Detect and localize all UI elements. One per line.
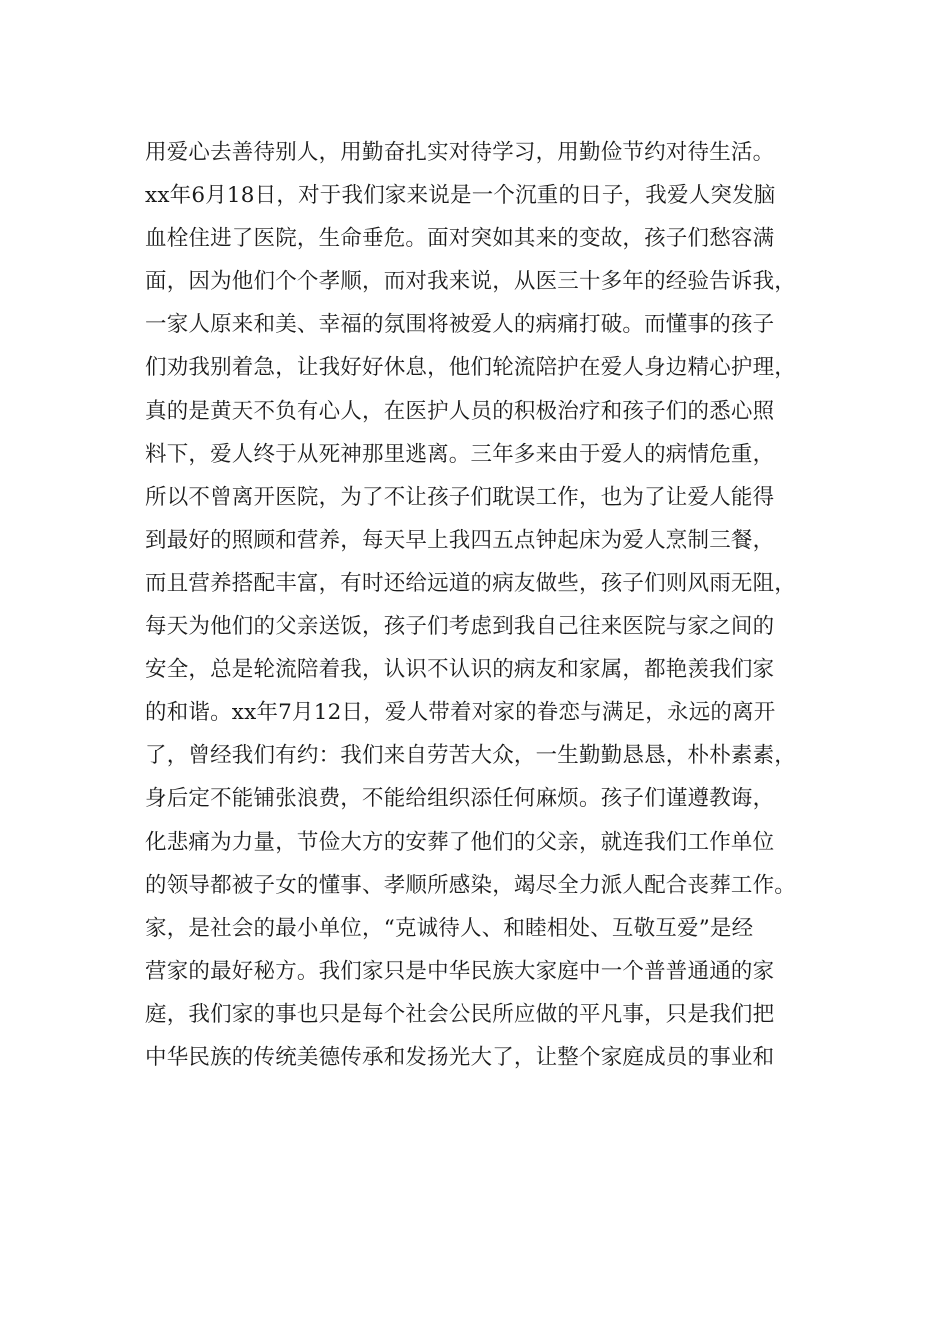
- text-line-1: 用爱心去善待别人，用勤奋扎实对待学习，用勤俭节约对待生活。: [145, 140, 775, 165]
- text-line-3: 血栓住进了医院，生命垂危。面对突如其来的变故，孩子们愁容满: [145, 226, 775, 252]
- text-line-5: 一家人原来和美、幸福的氛围将被爱人的病痛打破。而懂事的孩子: [145, 312, 775, 338]
- text-line-7: 真的是黄天不负有心人，在医护人员的积极治疗和孩子们的悉心照: [145, 398, 775, 424]
- text-line-9: 所以不曾离开医院，为了不让孩子们耽误工作，也为了让爱人能得: [145, 484, 775, 510]
- text-line-21: 庭，我们家的事也只是每个社会公民所应做的平凡事，只是我们把: [145, 1001, 775, 1027]
- text-line-22: 中华民族的传统美德传承和发扬光大了，让整个家庭成员的事业和: [145, 1044, 775, 1070]
- text-line-10: 到最好的照顾和营养，每天早上我四五点钟起床为爱人烹制三餐，: [145, 527, 775, 553]
- text-line-12: 每天为他们的父亲送饭，孩子们考虑到我自己往来医院与家之间的: [145, 614, 775, 640]
- text-line-2: xx年6月18日，对于我们家来说是一个沉重的日子，我爱人突发脑: [145, 183, 776, 209]
- text-line-18: 的领导都被子女的懂事、孝顺所感染，竭尽全力派人配合丧葬工作。: [145, 872, 797, 898]
- text-line-17: 化悲痛为力量，节俭大方的安葬了他们的父亲，就连我们工作单位: [145, 829, 775, 855]
- text-line-11: 而且营养搭配丰富，有时还给远道的病友做些，孩子们则风雨无阻，: [145, 570, 797, 596]
- text-line-16: 身后定不能铺张浪费，不能给组织添任何麻烦。孩子们谨遵教诲，: [145, 786, 775, 812]
- text-line-4: 面，因为他们个个孝顺，而对我来说，从医三十多年的经验告诉我，: [145, 269, 797, 295]
- text-line-19: 家，是社会的最小单位，“克诚待人、和睦相处、互敬互爱”是经: [145, 915, 754, 941]
- text-line-8: 料下，爱人终于从死神那里逃离。三年多来由于爱人的病情危重，: [145, 441, 775, 467]
- body-text: [145, 131, 845, 1079]
- text-line-15: 了，曾经我们有约：我们来自劳苦大众，一生勤勤恳恳，朴朴素素，: [145, 743, 797, 769]
- text-line-6: 们劝我别着急，让我好好休息，他们轮流陪护在爱人身边精心护理，: [145, 355, 797, 381]
- text-line-13: 安全，总是轮流陪着我，认识不认识的病友和家属，都艳羡我们家: [145, 657, 775, 683]
- text-line-20: 营家的最好秘方。我们家只是中华民族大家庭中一个普普通通的家: [145, 958, 775, 984]
- text-line-14: 的和谐。xx年7月12日，爱人带着对家的眷恋与满足，永远的离开: [145, 700, 776, 726]
